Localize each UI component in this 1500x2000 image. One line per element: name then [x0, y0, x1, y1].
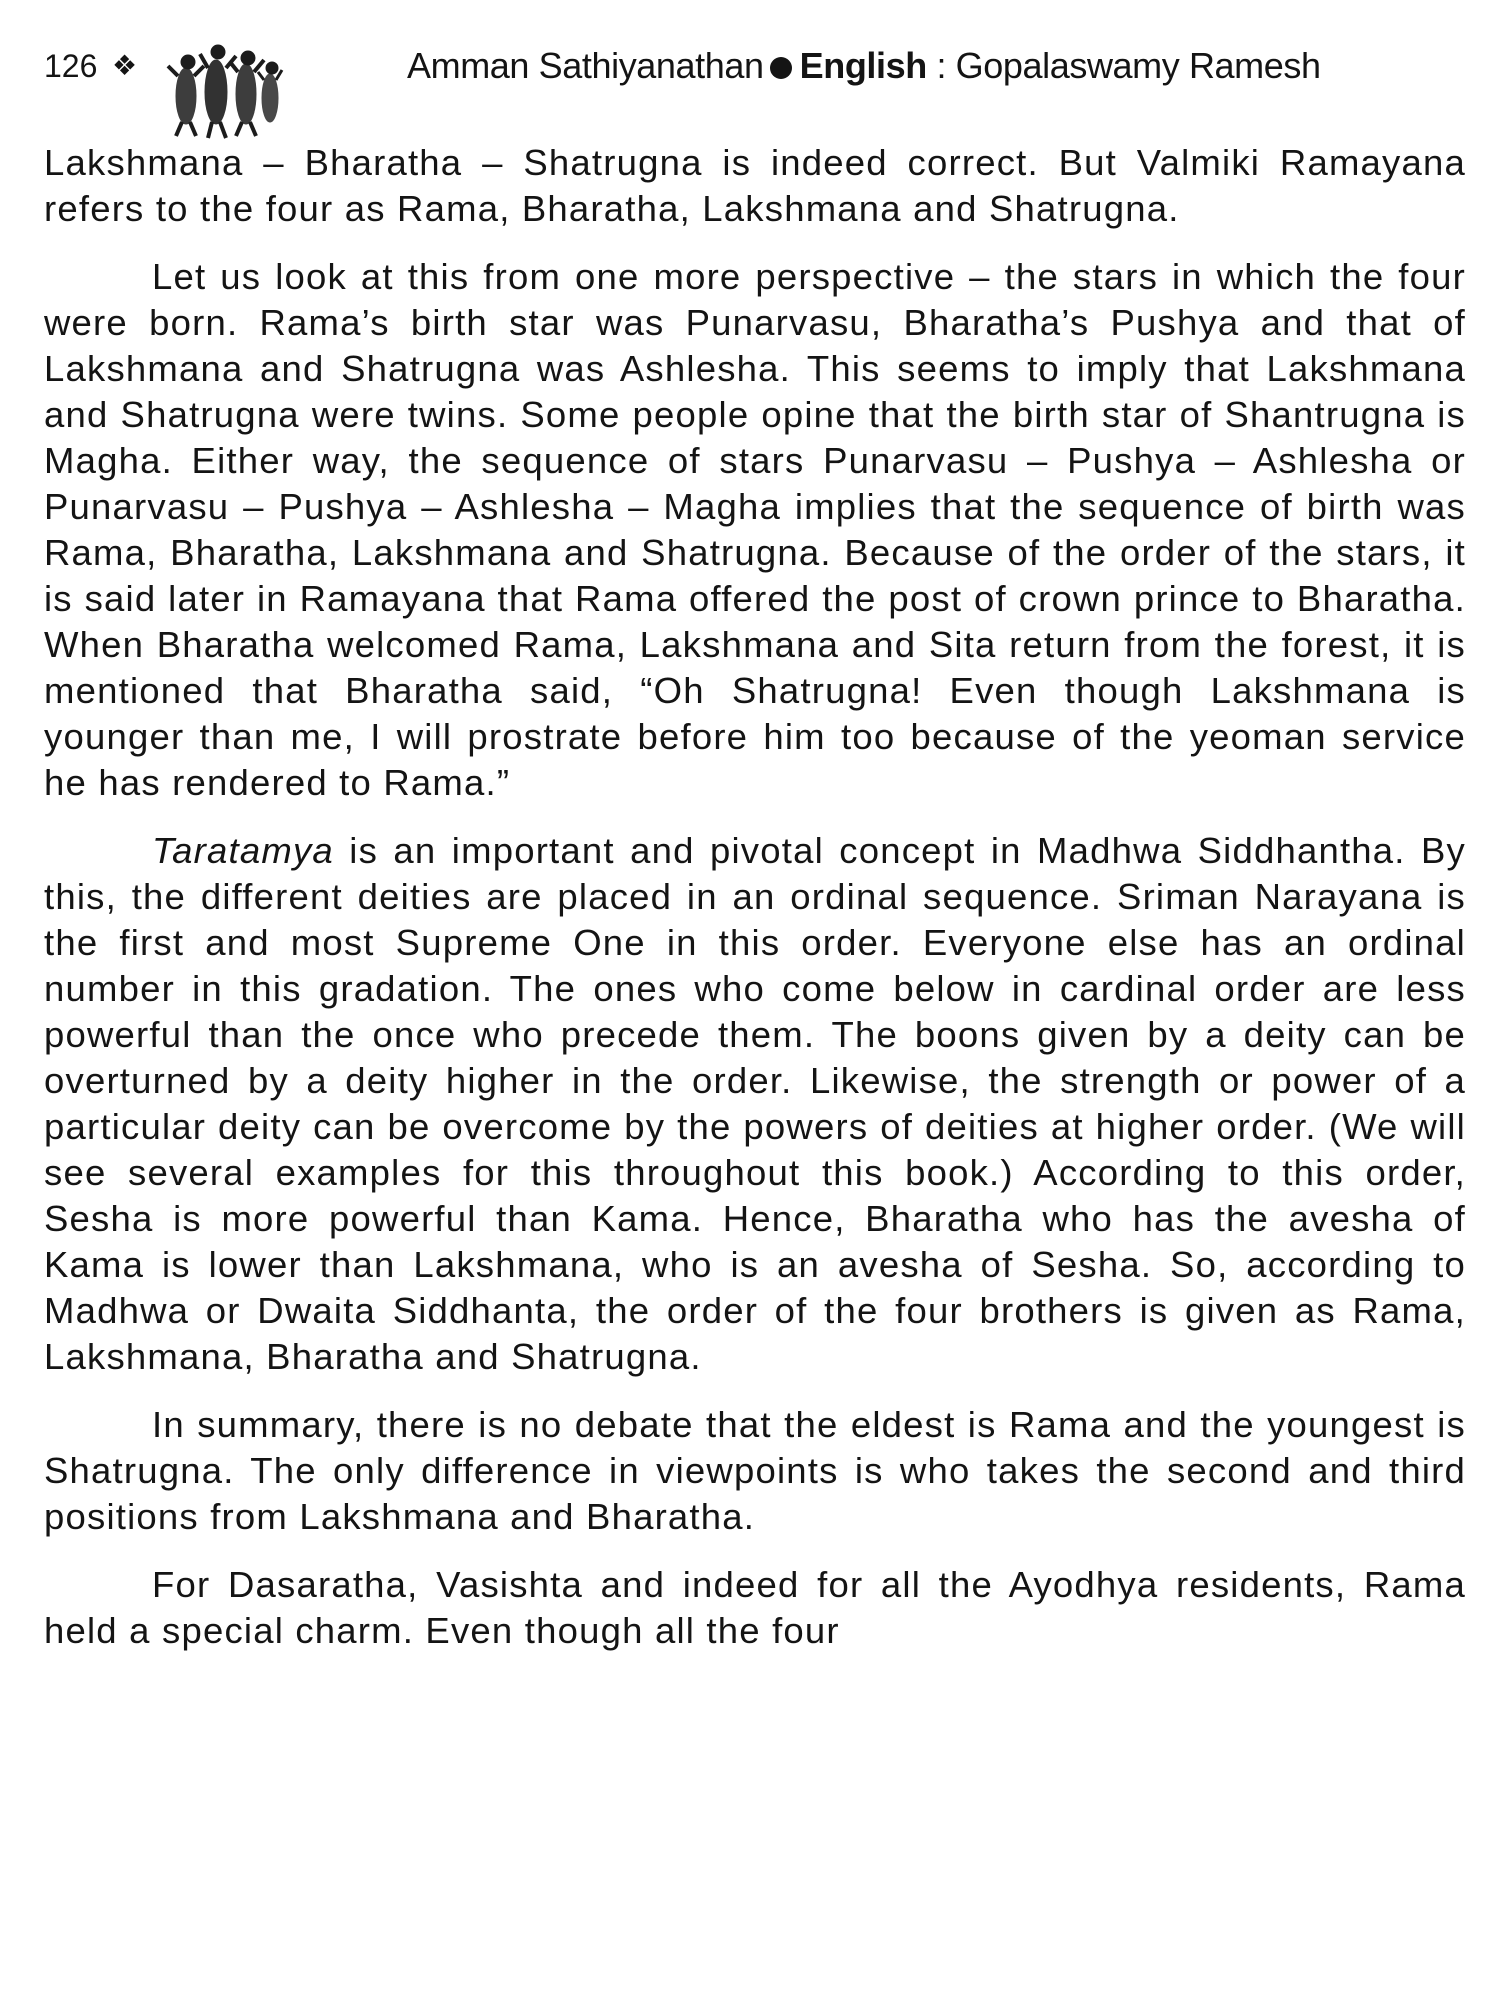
page-number: 126	[44, 48, 98, 84]
body-text	[44, 140, 1466, 1676]
paragraph	[44, 828, 1466, 1380]
ornament-diamond-icon: ❖	[112, 50, 138, 81]
paragraph: Lakshmana – Bharatha – Shatrugna is indeed correct. But Valmiki Ramayana refers to the four as Rama, Bharatha, Lakshmana and Shatrugna.	[44, 142, 1466, 229]
paragraph-text: is an important and pivotal concept in Madhwa Siddhantha. By this, the different deities are placed in an ordinal sequence. Sriman Narayana is the first and most Supreme One in this order. Everyone else has an ordinal number in this gradation. The ones who come below in cardinal order are less powerful than the once who precede them. The boons given by a deity can be overturned by a deity higher in the order. Likewise, the strength or power of a particular deity can be overcome by the powers of deities at higher order. (We will see several examples for this throughout this book.) According to this order, Sesha is more powerful than Kama. Hence, Bharatha who has the avesha of Kama is lower than Lakshmana, who is an avesha of Sesha. So, according to Madhwa or Dwaita Siddhanta, the order of the four brothers is given as Rama, Lakshmana, Bharatha and Shatrugna.	[44, 830, 1466, 1377]
title-separator: :	[926, 45, 956, 86]
paragraph: Let us look at this from one more perspective – the stars in which the four were born. Rama’s birth star was Punarvasu, Bharatha’s Pushya and that of Lakshmana and Shatrugna was Ashlesha. This seems to imply that Lakshmana and Shatrugna were twins. Some people opine that the birth star of Shantrugna is Magha. Either way, the sequence of stars Punarvasu – Pushya – Ashlesha or Punarvasu – Pushya – Ashlesha – Magha implies that the sequence of birth was Rama, Bharatha, Lakshmana and Shatrugna. Because of the order of the stars, it is said later in Ramayana that Rama offered the post of crown prince to Bharatha. When Bharatha welcomed Rama, Lakshmana and Sita return from the forest, it is mentioned that Bharatha said, “Oh Shatrugna! Even though Lakshmana is younger than me, I will prostrate before him too because of the yeoman service he has rendered to Rama.”	[44, 256, 1466, 803]
dancing-figures-emblem-icon	[164, 36, 284, 146]
language-label: English	[799, 45, 927, 86]
running-header	[40, 36, 1470, 146]
running-head-title	[407, 44, 1321, 88]
paragraph: In summary, there is no debate that the eldest is Rama and the youngest is Shatrugna. The only difference in viewpoints is who takes the second and third positions from Lakshmana and Bharatha.	[44, 1404, 1466, 1537]
author-name: Amman Sathiyanathan	[407, 45, 764, 86]
translator-name: Gopalaswamy Ramesh	[955, 45, 1321, 86]
bullet-separator-icon	[770, 57, 792, 79]
paragraph: For Dasaratha, Vasishta and indeed for all the Ayodhya residents, Rama held a special charm. Even though all the four	[44, 1564, 1466, 1651]
term-taratamya: Taratamya	[152, 830, 334, 871]
